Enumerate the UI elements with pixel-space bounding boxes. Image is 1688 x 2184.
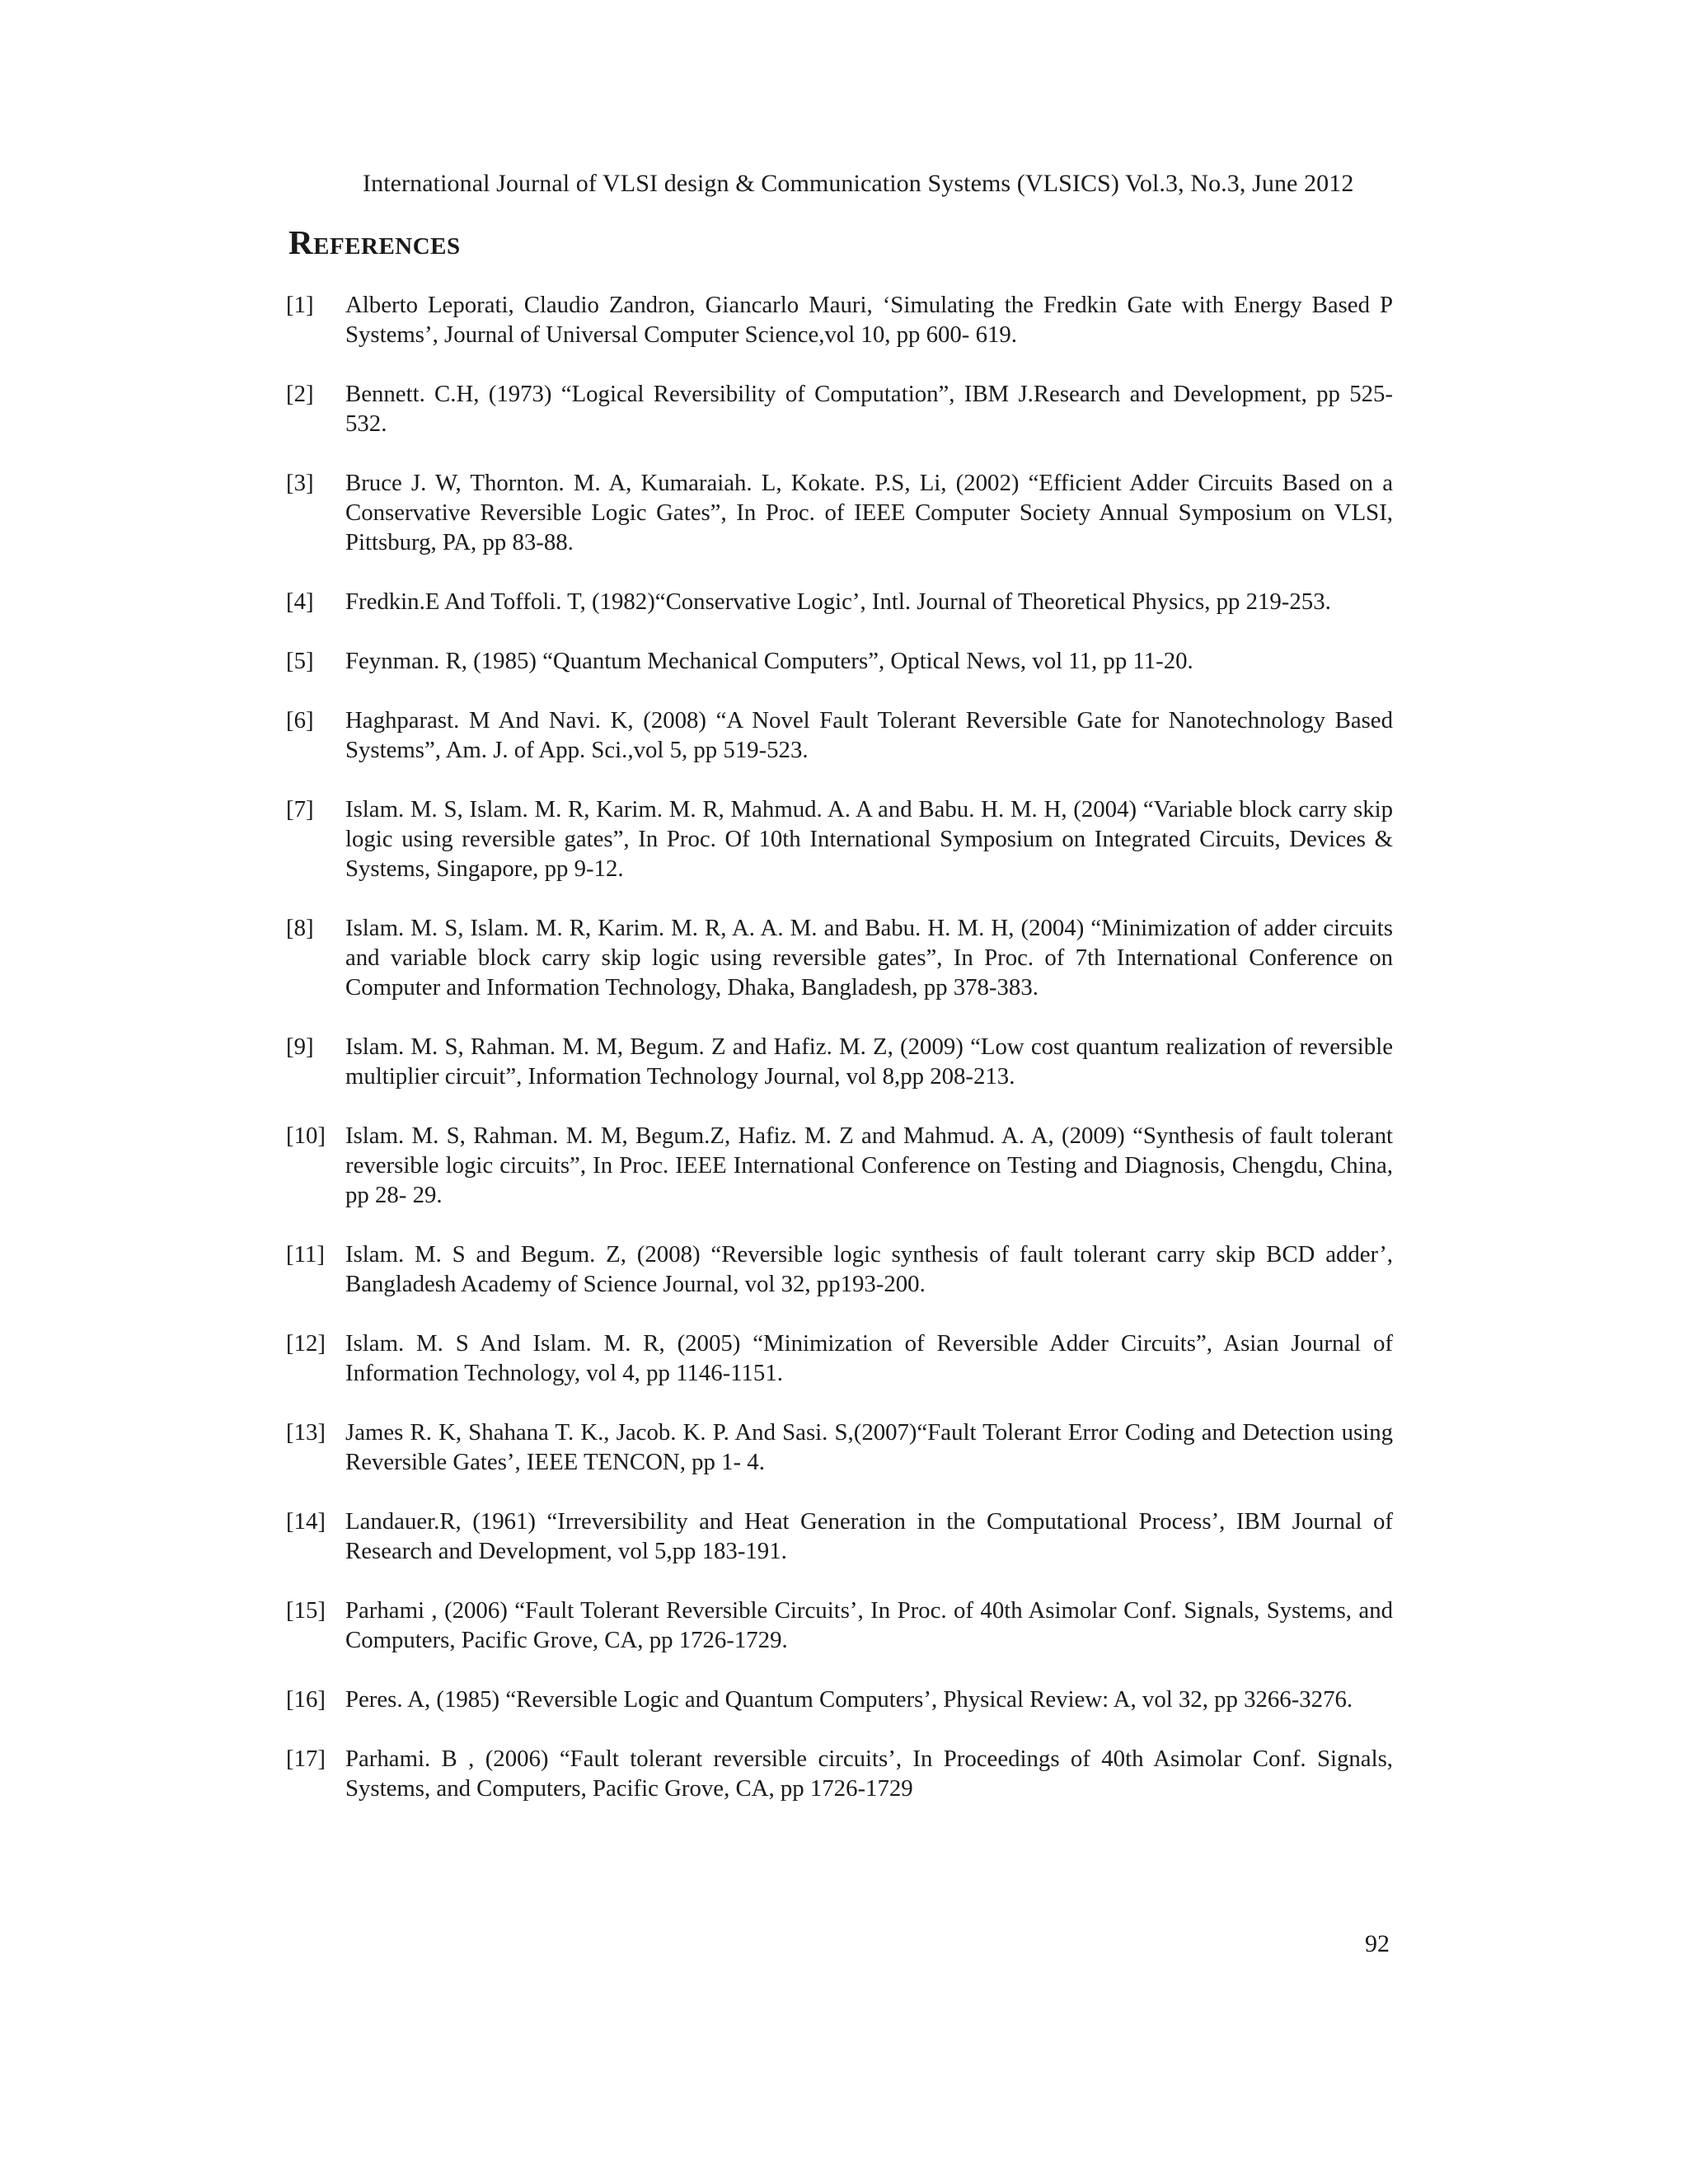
reference-item	[286, 1596, 1393, 1655]
reference-text: Haghparast. M And Navi. K, (2008) “A Novel Fault Tolerant Reversible Gate for Nanotechnology Based Systems”, Am. J. of App. Sci.,vol 5, pp 519-523.	[345, 707, 1393, 763]
reference-text: Parhami. B , (2006) “Fault tolerant reversible circuits’, In Proceedings of 40th Asimolar Conf. Signals, Systems, and Computers, Pacific Grove, CA, pp 1726-1729	[345, 1746, 1393, 1802]
running-header: International Journal of VLSI design & Communication Systems (VLSICS) Vol.3, No.3, June 2012	[363, 170, 1354, 197]
reference-number: [8]	[286, 915, 314, 941]
reference-text: Alberto Leporati, Claudio Zandron, Giancarlo Mauri, ‘Simulating the Fredkin Gate with Energy Based P Systems’, Journal of Universal Computer Science,vol 10, pp 600- 619.	[345, 292, 1393, 348]
reference-text: Islam. M. S, Islam. M. R, Karim. M. R, A. A. M. and Babu. H. M. H, (2004) “Minimization of adder circuits and variable block carry skip logic using reversible gates”, In Proc. of 7th International Conference on Computer and Information Technology, Dhaka, Bangladesh, pp 378-383.	[345, 915, 1393, 1001]
reference-number: [13]	[286, 1419, 326, 1446]
reference-item	[286, 705, 1393, 765]
reference-text: Bennett. C.H, (1973) “Logical Reversibility of Computation”, IBM J.Research and Development, pp 525-532.	[345, 381, 1393, 437]
reference-item	[286, 646, 1393, 676]
reference-text: Islam. M. S And Islam. M. R, (2005) “Minimization of Reversible Adder Circuits”, Asian Journal of Information Technology, vol 4, pp 1146-1151.	[345, 1330, 1393, 1386]
reference-text: Islam. M. S, Rahman. M. M, Begum.Z, Hafiz. M. Z and Mahmud. A. A, (2009) “Synthesis of fault tolerant reversible logic circuits”, In Proc. IEEE International Conference on Testing and Diagnosis, Chengdu, China, pp 28- 29.	[345, 1122, 1393, 1208]
reference-item	[286, 1418, 1393, 1477]
reference-item	[286, 1685, 1393, 1714]
reference-item	[286, 794, 1393, 883]
reference-text: Fredkin.E And Toffoli. T, (1982)“Conservative Logic’, Intl. Journal of Theoretical Physics, pp 219-253.	[345, 588, 1331, 615]
reference-item	[286, 1507, 1393, 1566]
reference-text: Landauer.R, (1961) “Irreversibility and Heat Generation in the Computational Process’, IBM Journal of Research and Development, vol 5,pp 183-191.	[345, 1508, 1393, 1564]
reference-item	[286, 1121, 1393, 1210]
reference-number: [7]	[286, 796, 314, 823]
reference-item	[286, 1240, 1393, 1299]
reference-number: [11]	[286, 1241, 325, 1268]
section-title-references: References	[288, 223, 461, 261]
reference-item	[286, 290, 1393, 349]
reference-item	[286, 379, 1393, 438]
reference-number: [17]	[286, 1746, 326, 1772]
reference-number: [12]	[286, 1330, 326, 1357]
reference-text: James R. K, Shahana T. K., Jacob. K. P. And Sasi. S,(2007)“Fault Tolerant Error Coding and Detection using Reversible Gates’, IEEE TENCON, pp 1- 4.	[345, 1419, 1393, 1475]
reference-number: [9]	[286, 1033, 314, 1060]
reference-text: Parhami , (2006) “Fault Tolerant Reversible Circuits’, In Proc. of 40th Asimolar Conf. Signals, Systems, and Computers, Pacific Grove, CA, pp 1726-1729.	[345, 1597, 1393, 1653]
reference-number: [2]	[286, 381, 314, 407]
reference-item	[286, 468, 1393, 557]
reference-number: [14]	[286, 1508, 326, 1535]
reference-number: [5]	[286, 648, 314, 674]
reference-item	[286, 1032, 1393, 1091]
reference-number: [16]	[286, 1686, 326, 1713]
reference-number: [10]	[286, 1122, 326, 1149]
reference-text: Peres. A, (1985) “Reversible Logic and Quantum Computers’, Physical Review: A, vol 32, pp 3266-3276.	[345, 1686, 1353, 1713]
reference-text: Islam. M. S, Rahman. M. M, Begum. Z and Hafiz. M. Z, (2009) “Low cost quantum realization of reversible multiplier circuit”, Information Technology Journal, vol 8,pp 208-213.	[345, 1033, 1393, 1090]
reference-text: Bruce J. W, Thornton. M. A, Kumaraiah. L, Kokate. P.S, Li, (2002) “Efficient Adder Circuits Based on a Conservative Reversible Logic Gates”, In Proc. of IEEE Computer Society Annual Symposium on VLSI, Pittsburg, PA, pp 83-88.	[345, 470, 1393, 555]
reference-number: [6]	[286, 707, 314, 733]
reference-number: [15]	[286, 1597, 326, 1624]
reference-item	[286, 1744, 1393, 1803]
reference-list	[286, 290, 1393, 1833]
reference-text: Feynman. R, (1985) “Quantum Mechanical Computers”, Optical News, vol 11, pp 11-20.	[345, 648, 1193, 674]
reference-number: [3]	[286, 470, 314, 496]
reference-item	[286, 913, 1393, 1002]
reference-number: [4]	[286, 588, 314, 615]
page-number: 92	[1365, 1930, 1390, 1957]
reference-number: [1]	[286, 292, 314, 318]
reference-item	[286, 587, 1393, 616]
reference-text: Islam. M. S, Islam. M. R, Karim. M. R, Mahmud. A. A and Babu. H. M. H, (2004) “Variable block carry skip logic using reversible gates”, In Proc. Of 10th International Symposium on Integrated Circuits, Devices & Systems, Singapore, pp 9-12.	[345, 796, 1393, 882]
reference-text: Islam. M. S and Begum. Z, (2008) “Reversible logic synthesis of fault tolerant carry skip BCD adder’, Bangladesh Academy of Science Journal, vol 32, pp193-200.	[345, 1241, 1393, 1297]
reference-item	[286, 1329, 1393, 1388]
